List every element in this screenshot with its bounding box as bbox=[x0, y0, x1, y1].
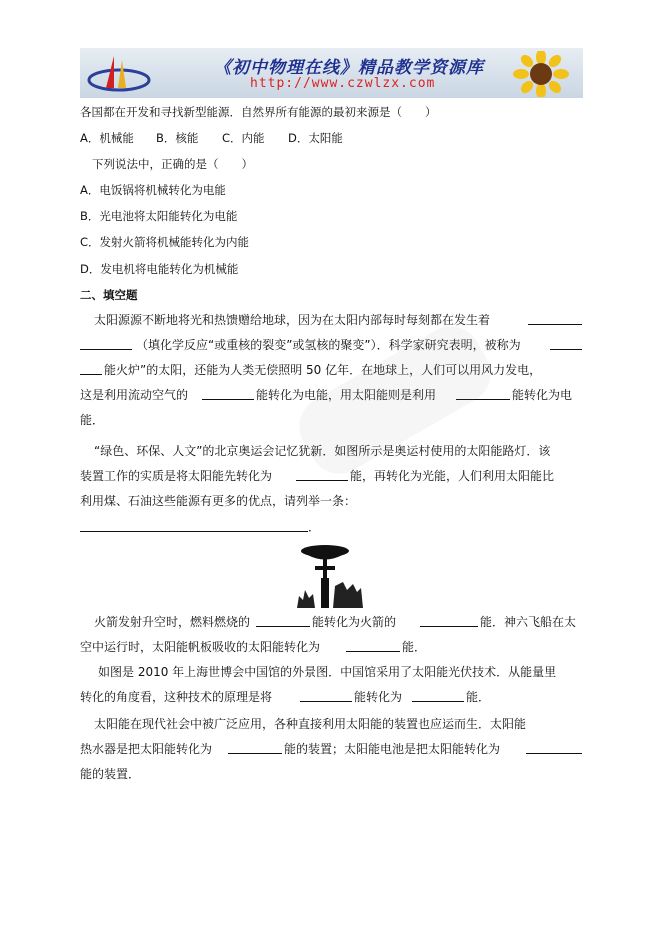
f5-line1: 太阳能在现代社会中被广泛应用，各种直接利用太阳能的装置也应运而生．太阳能 bbox=[94, 717, 527, 731]
f4-line2a: 转化的角度看，这种技术的原理是将 bbox=[80, 690, 273, 704]
banner-title: 《初中物理在线》精品教学资源库 bbox=[214, 58, 484, 78]
banner-url: http://www.czwlzx.com bbox=[250, 76, 436, 91]
f5-line3: 能的装置． bbox=[80, 767, 141, 781]
site-logo-icon bbox=[84, 50, 154, 96]
f2-line1: “绿色、环保、人文”的北京奥运会记忆犹新．如图所示是奥运村使用的太阳能路灯．该 bbox=[94, 444, 551, 458]
f1-line4a: 这是利用流动空气的 bbox=[80, 388, 189, 402]
f1-line4c: 能转化为电 bbox=[512, 388, 573, 402]
f2-line3: 利用煤、石油这些能源有更多的优点，请列举一条： bbox=[80, 494, 357, 508]
f1-line3: 能火炉”的太阳，还能为人类无偿照明 50 亿年．在地球上，人们可以用风力发电， bbox=[104, 363, 542, 377]
f1-line4b: 能转化为电能，用太阳能则是利用 bbox=[256, 388, 437, 402]
header-banner bbox=[80, 48, 583, 98]
answer-blank[interactable] bbox=[526, 753, 582, 754]
f1-line1: 太阳源源不断地将光和热馈赠给地球，因为在太阳内部每时每刻都在发生着 bbox=[94, 313, 491, 327]
q1-option-b: B．核能 bbox=[156, 131, 199, 145]
q2-stem: 下列说法中，正确的是（ ） bbox=[92, 157, 253, 171]
answer-blank[interactable] bbox=[346, 651, 400, 652]
f1-line2: （填化学反应“或重核的裂变”或氢核的聚变”）．科学家研究表明，被称为 bbox=[136, 338, 521, 352]
f3-line2a: 空中运行时，太阳能帆板吸收的太阳能转化为 bbox=[80, 640, 321, 654]
f2-line2a: 装置工作的实质是将太阳能先转化为 bbox=[80, 469, 273, 483]
answer-blank[interactable] bbox=[550, 349, 582, 350]
q1-stem: 各国都在开发和寻找新型能源．自然界所有能源的最初来源是（ ） bbox=[80, 105, 437, 119]
q2-option-c: C．发射火箭将机械能转化为内能 bbox=[80, 235, 250, 249]
f3-line1b: 能转化为火箭的 bbox=[312, 615, 397, 629]
answer-blank[interactable] bbox=[412, 701, 464, 702]
answer-blank[interactable] bbox=[296, 480, 348, 481]
sunflower-icon bbox=[505, 51, 577, 97]
f3-line2b: 能． bbox=[402, 640, 427, 654]
f1-line5: 能． bbox=[80, 413, 105, 427]
q2-option-b: B．光电池将太阳能转化为电能 bbox=[80, 209, 238, 223]
f3-line1c: 能．神六飞船在太 bbox=[480, 615, 577, 629]
q2-option-a: A．电饭锅将机械转化为电能 bbox=[80, 183, 226, 197]
f2-line2b: 能，再转化为光能，人们利用太阳能比 bbox=[350, 469, 555, 483]
solar-streetlight-image bbox=[295, 542, 365, 608]
f4-line2c: 能． bbox=[466, 690, 491, 704]
q1-option-a: A．机械能 bbox=[80, 131, 134, 145]
answer-blank[interactable] bbox=[420, 626, 478, 627]
answer-blank[interactable] bbox=[80, 374, 102, 375]
f4-line1: 如图是 2010 年上海世博会中国馆的外景图．中国馆采用了太阳能光伏技术．从能量里 bbox=[98, 665, 557, 679]
answer-blank[interactable] bbox=[80, 531, 308, 532]
f3-line1a: 火箭发射升空时，燃料燃烧的 bbox=[94, 615, 251, 629]
q1-option-c: C．内能 bbox=[222, 131, 265, 145]
q1-option-d: D．太阳能 bbox=[288, 131, 343, 145]
section-heading: 二、填空题 bbox=[80, 288, 138, 302]
f5-line2b: 能的装置；太阳能电池是把太阳能转化为 bbox=[284, 742, 501, 756]
answer-blank[interactable] bbox=[80, 349, 132, 350]
answer-blank[interactable] bbox=[528, 324, 582, 325]
f2-line4: ． bbox=[308, 520, 321, 534]
answer-blank[interactable] bbox=[228, 753, 282, 754]
f4-line2b: 能转化为 bbox=[354, 690, 403, 704]
answer-blank[interactable] bbox=[256, 626, 310, 627]
q2-option-d: D．发电机将电能转化为机械能 bbox=[80, 262, 239, 276]
answer-blank[interactable] bbox=[202, 399, 254, 400]
f5-line2a: 热水器是把太阳能转化为 bbox=[80, 742, 213, 756]
answer-blank[interactable] bbox=[300, 701, 352, 702]
